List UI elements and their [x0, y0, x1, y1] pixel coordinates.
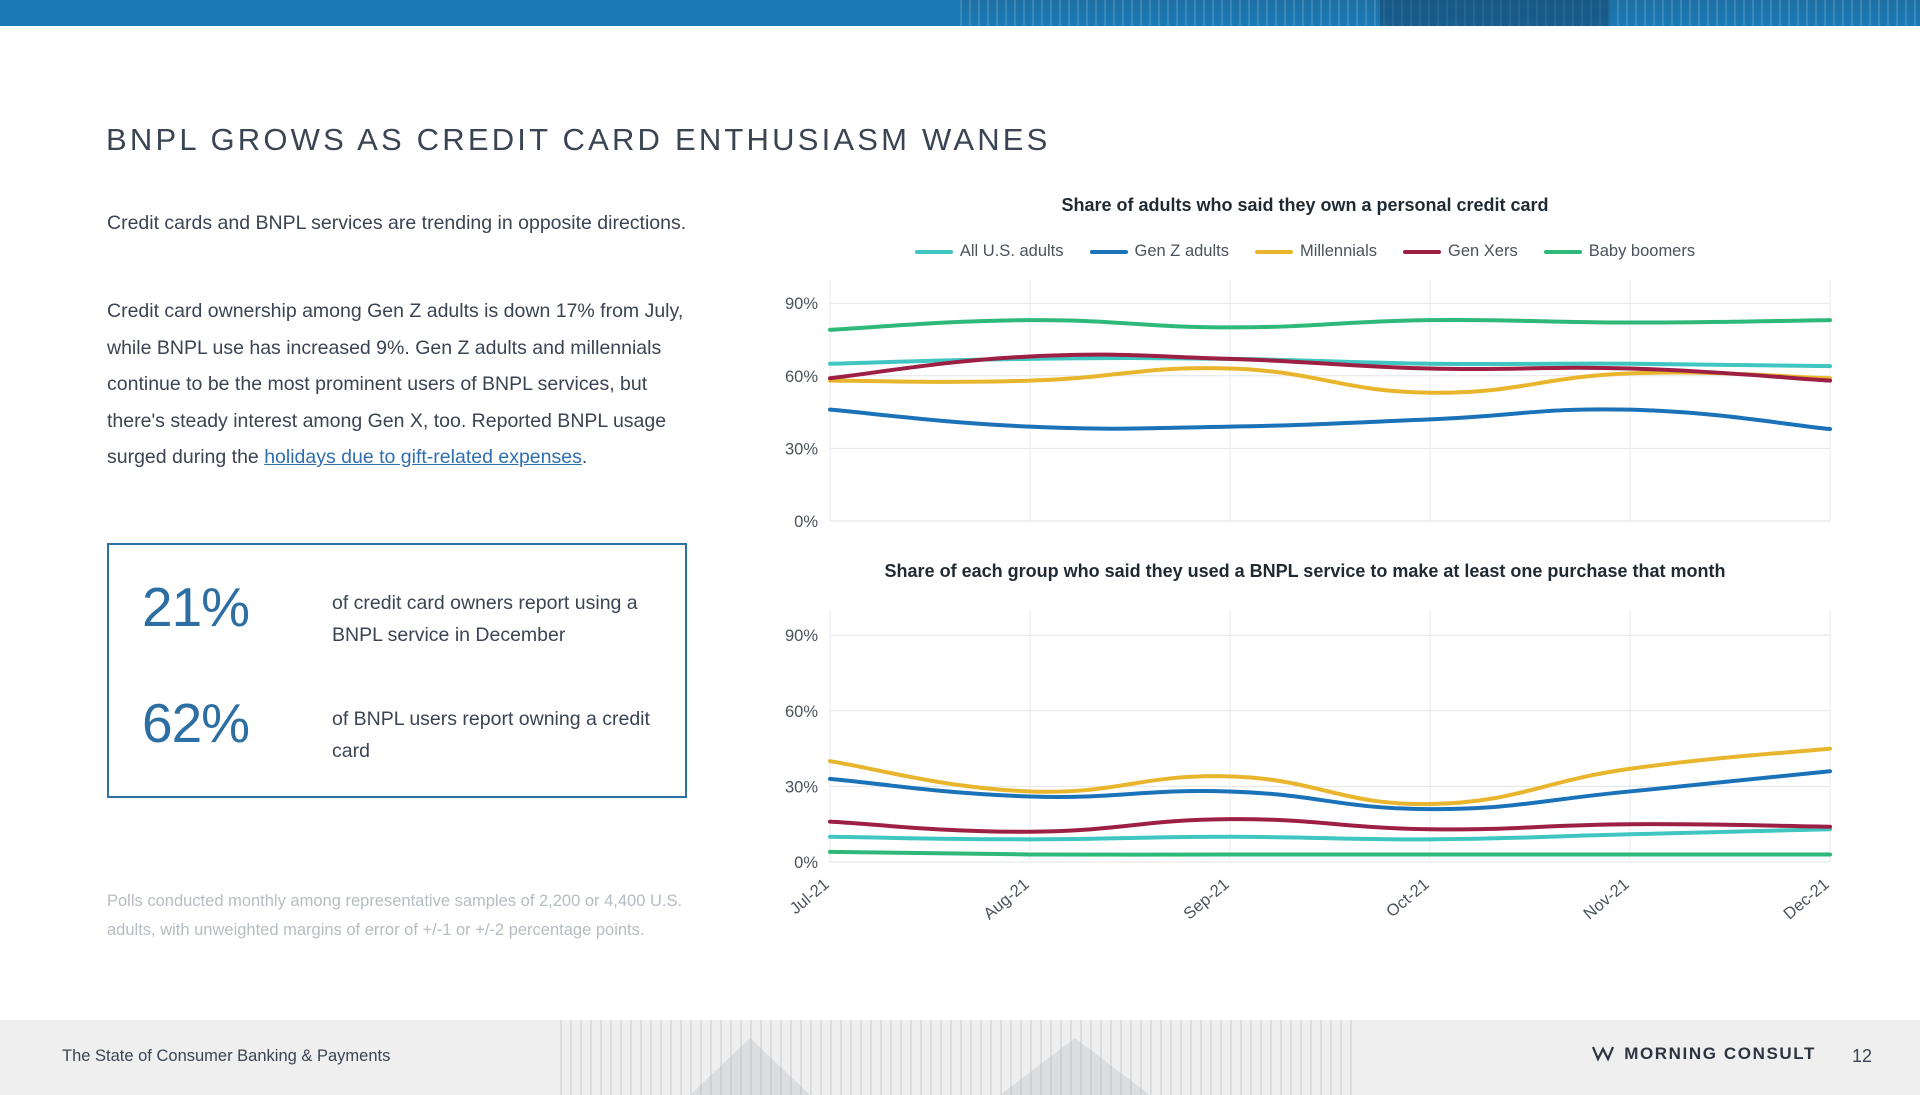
svg-text:Nov-21: Nov-21 [1580, 875, 1633, 924]
footer-pattern [560, 1020, 1360, 1095]
chart-1-plot [740, 261, 1870, 551]
legend-label: All U.S. adults [959, 242, 1064, 260]
legend-label: Gen Z adults [1134, 242, 1229, 260]
chart-2-plot [740, 582, 1870, 972]
chart-2-title: Share of each group who said they used a BNPL service to make at least one purchase that month [884, 561, 1726, 581]
brand-logo [1592, 1044, 1816, 1064]
chart-legend [740, 242, 1870, 261]
methodology-footnote: Polls conducted monthly among representative samples of 2,200 or 4,400 U.S. adults, with unweighted margins of error of +/-1 or +/-2 percentage points. [107, 892, 683, 939]
footer-deck-title: The State of Consumer Banking & Payments [62, 1047, 391, 1065]
svg-text:0%: 0% [794, 513, 818, 531]
chart-2-svg [740, 582, 1870, 972]
stat-row [142, 577, 692, 651]
legend-swatch [1255, 250, 1293, 254]
svg-text:Jul-21: Jul-21 [786, 875, 833, 918]
legend-item-gen-z-adults [1090, 242, 1229, 261]
chart-1-title: Share of adults who said they own a personal credit card [1061, 195, 1549, 215]
svg-text:90%: 90% [784, 295, 818, 314]
top-accent-bar [0, 0, 1920, 26]
lead-paragraph: Credit cards and BNPL services are trending in opposite directions. [107, 212, 687, 234]
svg-text:60%: 60% [784, 702, 818, 721]
legend-swatch [1544, 250, 1582, 254]
legend-item-baby-boomers [1544, 242, 1695, 261]
svg-text:Aug-21: Aug-21 [980, 875, 1033, 924]
legend-label: Baby boomers [1588, 242, 1696, 260]
svg-text:Sep-21: Sep-21 [1180, 875, 1233, 924]
svg-text:90%: 90% [784, 627, 818, 646]
body-text-part1: Credit card ownership among Gen Z adults is down 17% from July, while BNPL use has increased 9%. Gen Z adults and millennials continue to be the most prominent users of BNPL services, but there's steady interest among Gen X, too. Reported BNPL usage surged during the [107, 300, 684, 468]
stat-description: of credit card owners report using a BNPL service in December [332, 592, 638, 646]
svg-text:30%: 30% [784, 778, 818, 797]
legend-item-gen-xers [1403, 242, 1518, 261]
legend-swatch [915, 250, 953, 254]
body-text-part2: . [581, 446, 588, 468]
stat-number: 62% [142, 692, 250, 754]
page-title: BNPL GROWS AS CREDIT CARD ENTHUSIASM WANES [106, 122, 1051, 157]
legend-item-millennials [1255, 242, 1377, 261]
stat-row [142, 693, 692, 767]
footer-triangle-1 [690, 1038, 810, 1095]
svg-text:60%: 60% [784, 367, 818, 386]
legend-label: Millennials [1299, 242, 1378, 260]
svg-text:Dec-21: Dec-21 [1780, 875, 1833, 924]
footer-triangle-2 [1000, 1038, 1150, 1095]
legend-item-all-us-adults [915, 242, 1064, 261]
stat-description: of BNPL users report owning a credit card [332, 708, 650, 762]
legend-label: Gen Xers [1448, 242, 1518, 260]
body-paragraph [107, 293, 707, 476]
stat-number: 21% [142, 576, 250, 638]
holidays-link[interactable]: holidays due to gift-related expenses [264, 446, 582, 468]
svg-text:0%: 0% [794, 854, 818, 872]
legend-swatch [1090, 250, 1128, 254]
svg-text:30%: 30% [784, 440, 818, 459]
brand-name: MORNING CONSULT [1624, 1044, 1816, 1063]
legend-swatch [1403, 250, 1441, 254]
morning-consult-mark-icon [1592, 1045, 1614, 1063]
svg-text:Oct-21: Oct-21 [1383, 875, 1433, 921]
chart-1-svg [740, 261, 1870, 551]
page-number: 12 [1851, 1046, 1872, 1066]
stat-callout-box [107, 543, 687, 798]
top-bar-dark-block [1380, 0, 1610, 26]
charts-container [740, 195, 1870, 985]
